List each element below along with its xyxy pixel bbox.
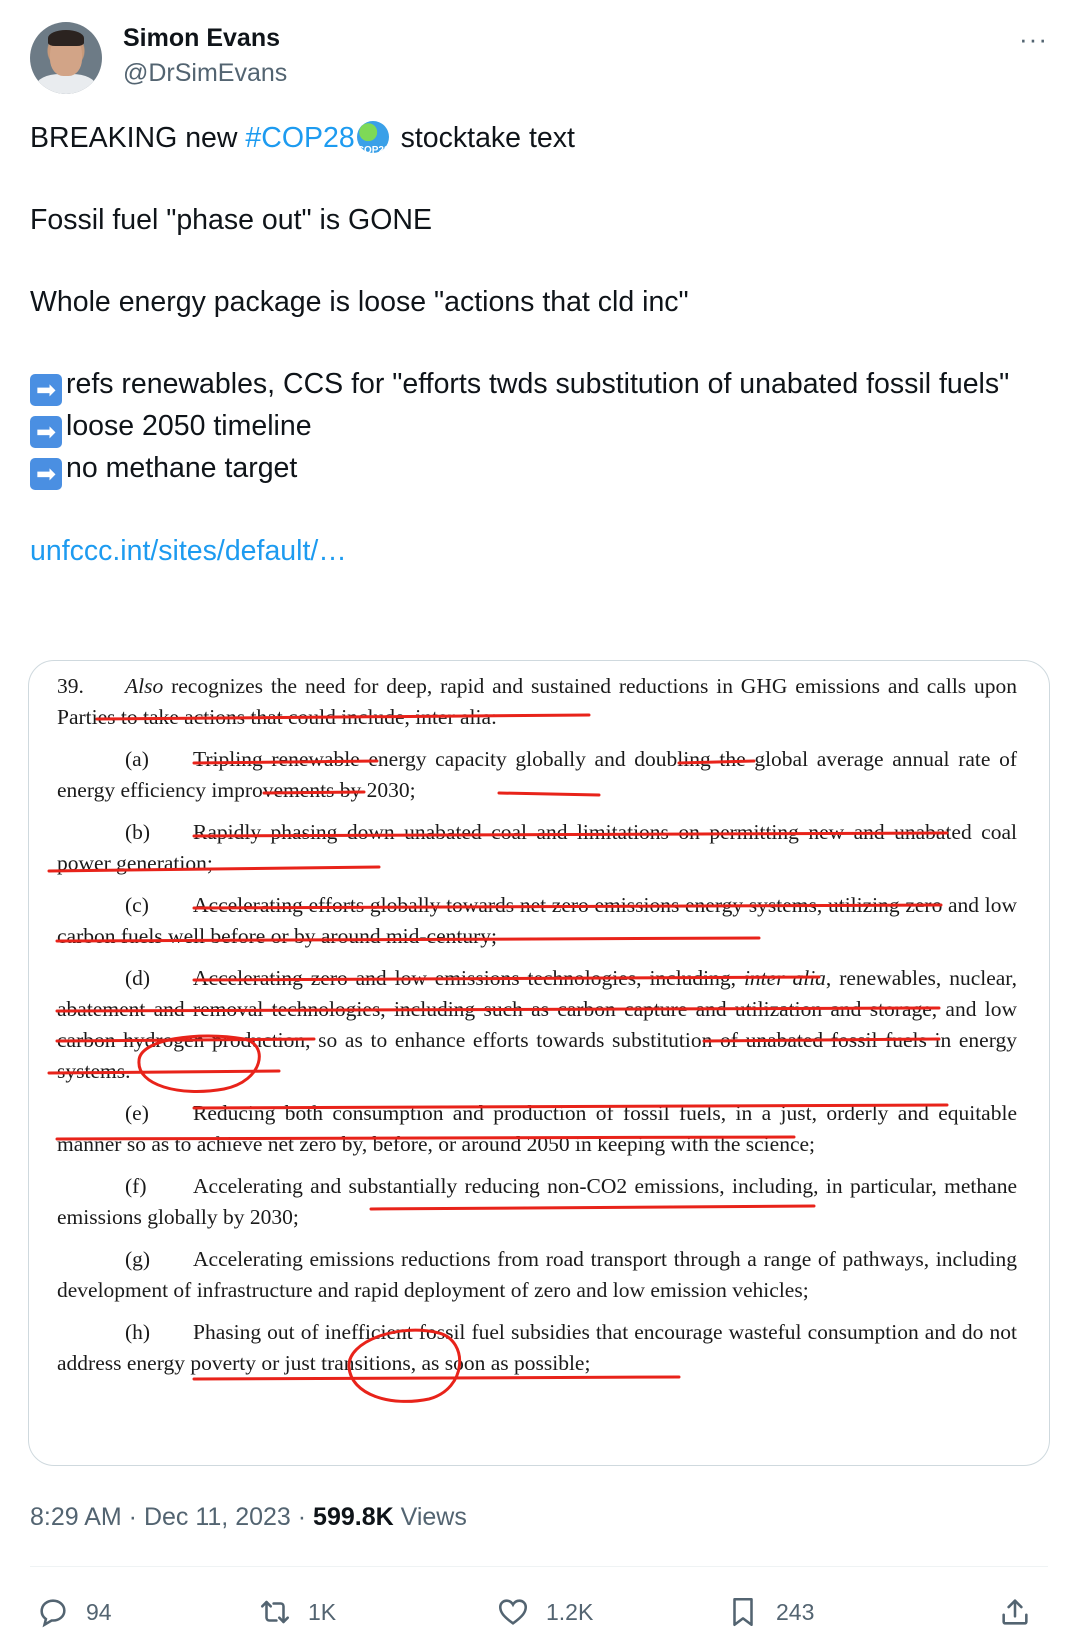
bookmark-button[interactable] (726, 1590, 814, 1634)
author-handle[interactable]: @DrSimEvans (123, 59, 288, 87)
reply-icon (36, 1595, 70, 1629)
tweet-line-1: BREAKING new #COP28 COP28 stocktake text (30, 122, 575, 156)
item-e: (e) Reducing both consumption and production of fossil fuels, in a just, orderly and equitable manner so as to achieve net zero by, before, or around 2050 in keeping with the science; (57, 1101, 1017, 1156)
tweet-text (30, 118, 1048, 572)
item-d: (d) Accelerating zero and low emissions technologies, including, inter alia, renewables, nuclear, abatement and removal technologies, including such as carbon capture and utilization and storage, and low carbon hydrogen production, so as to enhance efforts towards substitution of unabated fossil fuels in energy systems. (57, 966, 1017, 1083)
right-arrow-icon: ➡ (30, 458, 62, 490)
document-text (57, 671, 1017, 1390)
action-bar (30, 1590, 1048, 1634)
item-f: (f) Accelerating and substantially reducing non-CO2 emissions, including, in particular, methane emissions globally by 2030; (57, 1174, 1017, 1229)
share-icon (998, 1595, 1032, 1629)
tweet-bullet-1: ➡ refs renewables, CCS for "efforts twds substitution of unabated fossil fuels" (30, 364, 1048, 406)
reply-count: 94 (86, 1598, 112, 1625)
avatar[interactable] (30, 22, 102, 94)
repost-count: 1K (308, 1598, 337, 1625)
bookmark-icon (726, 1595, 760, 1629)
share-button[interactable] (998, 1590, 1032, 1634)
like-icon (496, 1595, 530, 1629)
tweet-time[interactable]: 8:29 AM (30, 1503, 122, 1531)
tweet-line-2: Fossil fuel "phase out" is GONE (30, 204, 432, 236)
right-arrow-icon: ➡ (30, 374, 62, 406)
tweet-bullet-2: ➡ loose 2050 timeline (30, 406, 1048, 448)
like-button[interactable] (496, 1590, 593, 1634)
tweet-line-3: Whole energy package is loose "actions that cld inc" (30, 286, 689, 318)
document-image[interactable] (28, 660, 1050, 1466)
hashtag-link[interactable]: #COP28 (245, 122, 355, 154)
item-c: (c) Accelerating efforts globally towards net zero emissions energy systems, utilizing zero and low carbon fuels well before or by around mid-century; (57, 893, 1017, 948)
item-a: (a) Tripling renewable energy capacity globally and doubling the global average annual rate of energy efficiency improvements by 2030; (57, 747, 1017, 802)
external-link[interactable]: unfccc.int/sites/default/… (30, 535, 347, 567)
views-count: 599.8K (313, 1503, 394, 1531)
tweet-header (30, 22, 1048, 94)
item-g: (g) Accelerating emissions reductions from road transport through a range of pathways, including development of infrastructure and rapid deployment of zero and low emission vehicles; (57, 1247, 1017, 1302)
right-arrow-icon: ➡ (30, 416, 62, 448)
author-name[interactable]: Simon Evans (123, 24, 280, 52)
more-icon[interactable]: ··· (1019, 24, 1048, 54)
like-count: 1.2K (546, 1598, 594, 1625)
repost-button[interactable] (258, 1590, 336, 1634)
views-label: Views (393, 1503, 467, 1531)
globe-emoji-icon: COP28 (357, 121, 389, 153)
divider (30, 1566, 1048, 1567)
paragraph-39: 39. Also recognizes the need for deep, rapid and sustained reductions in GHG emissions and calls upon Parties to take actions that could include, inter alia: (57, 674, 1017, 729)
repost-icon (258, 1595, 292, 1629)
reply-button[interactable] (36, 1590, 112, 1634)
item-h: (h) Phasing out of inefficient fossil fuel subsidies that encourage wasteful consumption and do not address energy poverty or just transitions, as soon as possible; (57, 1320, 1017, 1375)
tweet-meta: 8:29 AM · Dec 11, 2023 · 599.8K Views (30, 1503, 467, 1531)
item-b: (b) Rapidly phasing down unabated coal and limitations on permitting new and unabated coal power generation; (57, 820, 1017, 875)
tweet-date[interactable]: Dec 11, 2023 (143, 1503, 291, 1531)
bookmark-count: 243 (776, 1598, 815, 1625)
tweet-bullet-3: ➡ no methane target (30, 448, 1048, 490)
